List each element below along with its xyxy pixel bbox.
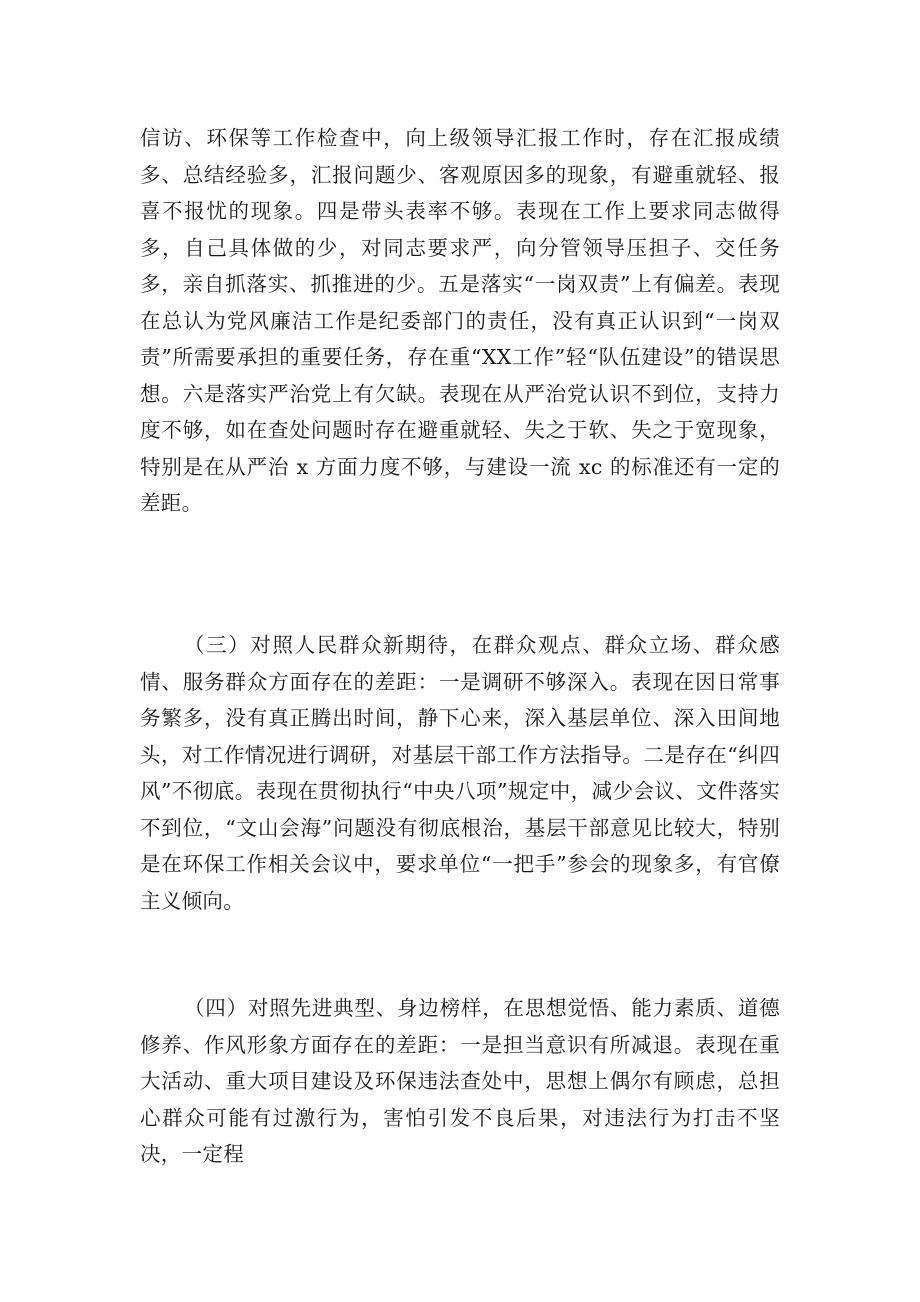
paragraph-section-four: （四）对照先进典型、身边榜样，在思想觉悟、能力素质、道德修养、作风形象方面存在的差距：一是担当意识有所减退。表现在重大活动、重大项目建设及环保违法查处中，思想上偶尔有顾虑，总担心群众可能有过激行为，害怕引发不良后果，对违法行为打击不坚决，一定程 (140, 996, 780, 1166)
paragraph-section-three: （三）对照人民群众新期待，在群众观点、群众立场、群众感情、服务群众方面存在的差距：一是调研不够深入。表现在因日常事务繁多，没有真正腾出时间，静下心来，深入基层单位、深入田间地头，对工作情况进行调研，对基层干部工作方法指导。二是存在“纠四风”不彻底。表现在贯彻执行“中央八项”规定中，减少会议、文件落实不到位，“文山会海”问题没有彻底根治，基层干部意见比较大，特别是在环保工作相关会议中，要求单位“一把手”参会的现象多，有官僚主义倾向。 (140, 633, 780, 913)
paragraph-continued: 信访、环保等工作检查中，向上级领导汇报工作时，存在汇报成绩多、总结经验多，汇报问题少、客观原因多的现象，有避重就轻、报喜不报忧的现象。四是带头表率不够。表现在工作上要求同志做得多，自己具体做的少，对同志要求严，向分管领导压担子、交任务多，亲自抓落实、抓推进的少。五是落实“一岗双责”上有偏差。表现在总认为党风廉洁工作是纪委部门的责任，没有真正认识到“一岗双责”所需要承担的重要任务，存在重“XX工作”轻“队伍建设”的错误思想。六是落实严治党上有欠缺。表现在从严治党认识不到位，支持力度不够，如在查处问题时存在避重就轻、失之于软、失之于宽现象，特别是在从严治 x 方面力度不够，与建设一流 xc 的标准还有一定的差距。 (140, 126, 780, 515)
